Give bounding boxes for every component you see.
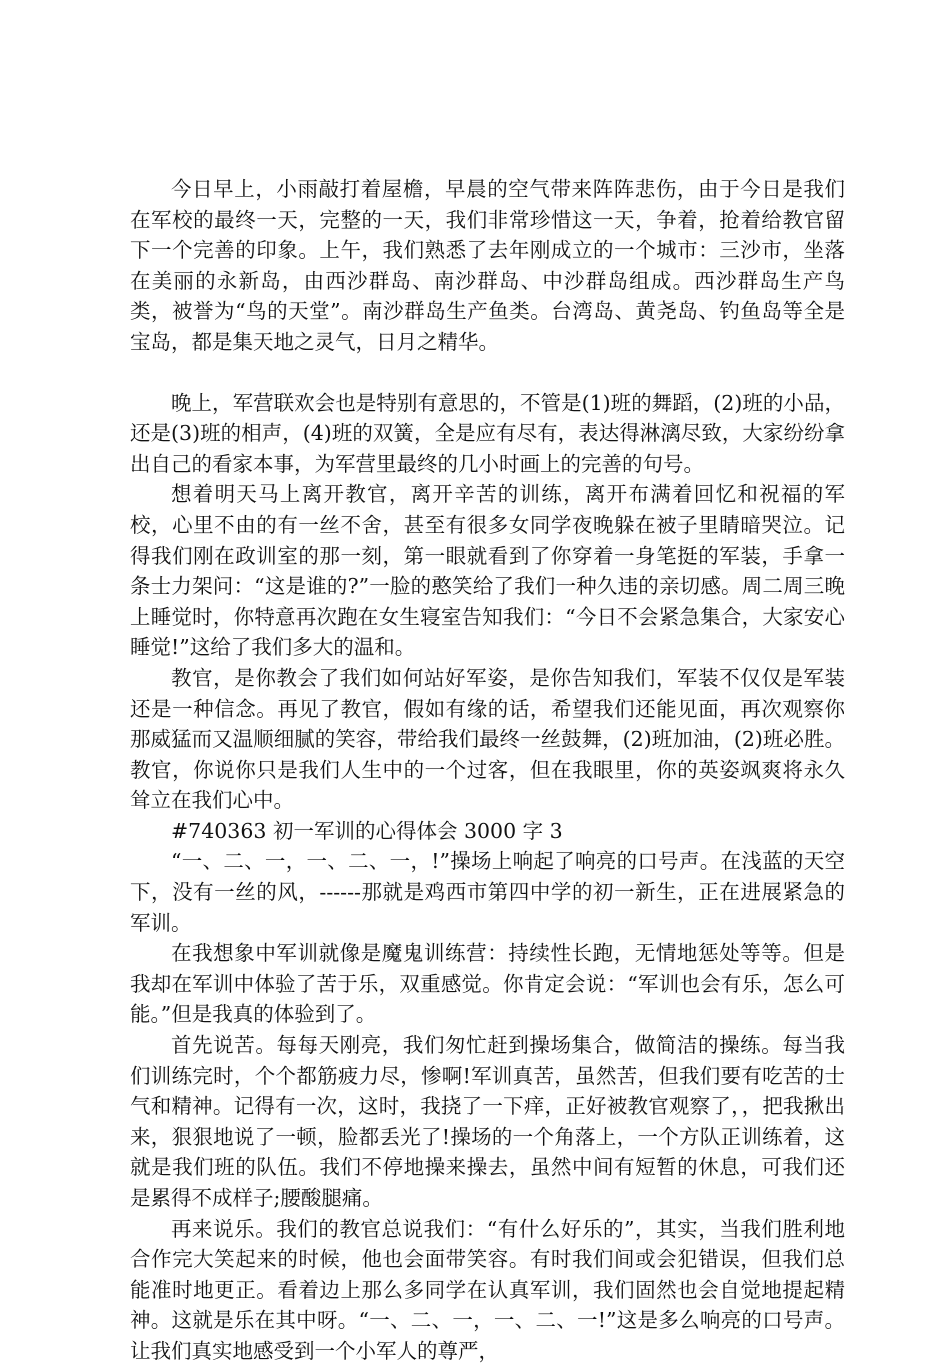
paragraph-farewell: 想着明天马上离开教官，离开辛苦的训练，离开布满着回忆和祝福的军校，心里不由的有一丝不舍，甚至有很多女同学夜晚躲在被子里睛暗哭泣。记得我们刚在政训室的那一刻，第一眼就看到了你穿着一身笔挺的军装，手拿一条士力架问：“这是谁的?”一脸的憨笑给了我们一种久违的亲切感。周二周三晚上睡觉时，你特意再次跑在女生寝室告知我们：“今日不会紧急集合，大家安心睡觉!”这给了我们多大的温和。 (130, 482, 845, 660)
paragraph-morning: 今日早上，小雨敲打着屋檐，早晨的空气带来阵阵悲伤，由于今日是我们在军校的最终一天，完整的一天，我们非常珍惜这一天，争着，抢着给教官留下一个完善的印象。上午，我们熟悉了去年刚成立的一个城市：三沙市，坐落在美丽的永新岛，由西沙群岛、南沙群岛、中沙群岛组成。西沙群岛生产鸟类，被誉为“鸟的天堂”。南沙群岛生产鱼类。台湾岛、黄尧岛、钓鱼岛等全是宝岛，都是集天地之灵气，日月之精华。 (130, 177, 845, 354)
paragraph-slogan: “一、二、一，一、二、一，!”操场上响起了响亮的口号声。在浅蓝的天空下，没有一丝的风，------那就是鸡西市第四中学的初一新生，正在进展紧急的军训。 (130, 849, 845, 935)
paragraph-imagination: 在我想象中军训就像是魔鬼训练营：持续性长跑，无情地惩处等等。但是我却在军训中体验了苦于乐，双重感觉。你肯定会说：“军训也会有乐，怎么可能。”但是我真的体验到了。 (130, 941, 845, 1027)
paragraph-evening-party: 晚上，军营联欢会也是特别有意思的，不管是(1)班的舞蹈，(2)班的小品，还是(3)班的相声，(4)班的双簧，全是应有尽有，表达得淋漓尽致，大家纷纷拿出自己的看家本事，为军营里最终的几小时画上的完善的句号。 (130, 390, 845, 476)
paragraph-joy: 再来说乐。我们的教官总说我们：“有什么好乐的”，其实，当我们胜利地合作完大笑起来的时候，他也会面带笑容。有时我们间或会犯错误，但我们总能准时地更正。看着边上那么多同学在认真军训，我们固然也会自觉地提起精神。这就是乐在其中呀。“一、二、一，一、二、一!”这是多么响亮的口号声。让我们真实地感受到一个小军人的尊严， (130, 1216, 845, 1363)
paragraph-hardship: 首先说苦。每每天刚亮，我们匆忙赶到操场集合，做简洁的操练。每当我们训练完时，个个都筋疲力尽，惨啊!军训真苦，虽然苦，但我们要有吃苦的士气和精神。记得有一次，这时，我挠了一下痒，正好被教官观察了，，把我揪出来，狠狠地说了一顿，脸都丢光了!操场的一个角落上，一个方队正训练着，这就是我们班的队伍。我们不停地操来操去，虽然中间有短暂的休息，可我们还是累得不成样子;腰酸腿痛。 (130, 1033, 845, 1210)
paragraph-instructor: 教官，是你教会了我们如何站好军姿，是你告知我们，军装不仅仅是军装还是一种信念。再见了教官，假如有缘的话，希望我们还能见面，再次观察你那威猛而又温顺细腻的笑容，带给我们最终一丝鼓舞，(2)班加油，(2)班必胜。教官，你说你只是我们人生中的一个过客，但在我眼里，你的英姿飒爽将永久耸立在我们心中。 (130, 665, 845, 813)
article-heading: #740363 初一军训的心得体会 3000 字 3 (171, 818, 563, 843)
document-body (130, 174, 845, 1367)
